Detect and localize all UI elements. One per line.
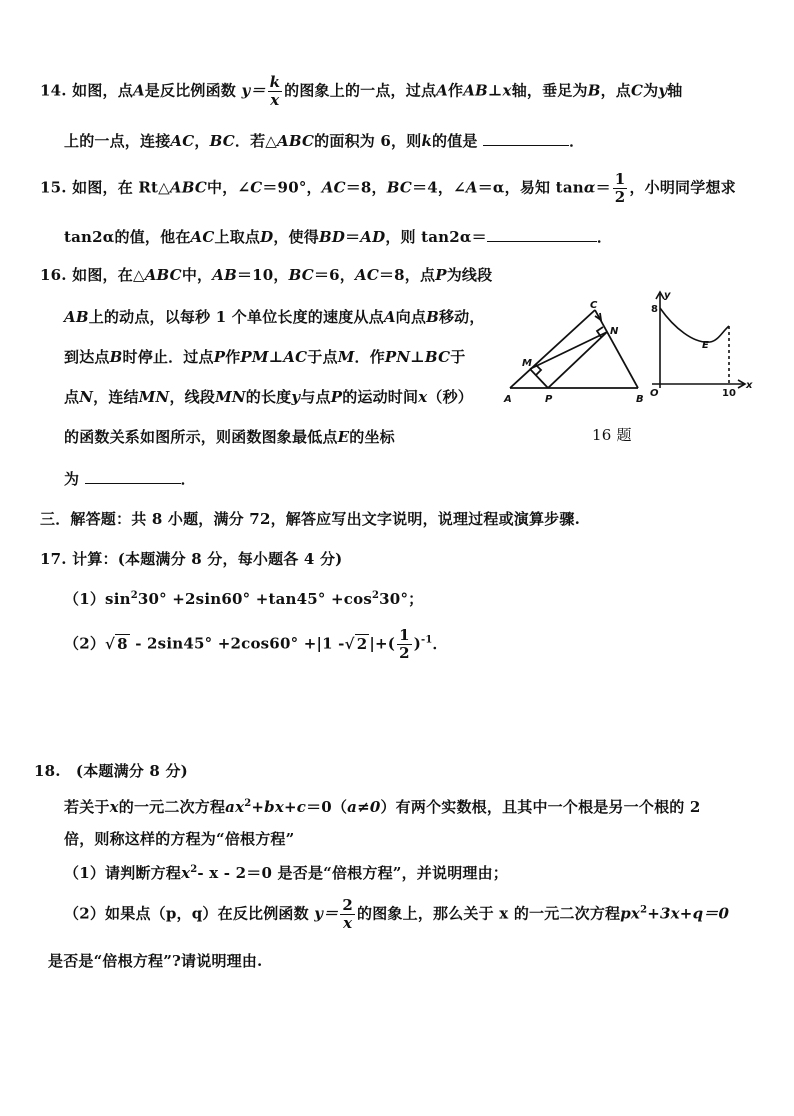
var: P [213,348,226,366]
var: AC [283,348,308,366]
var: B [587,81,601,100]
superscript: 2 [130,590,138,601]
var: ax [225,798,245,816]
var: +3x+q＝0 [647,904,730,923]
question-number: 14. [40,81,67,100]
text: ＝10， [236,266,289,284]
text: 如图，点 [72,81,133,100]
var: M [337,348,355,366]
text: 中， [181,266,213,284]
text: ． [432,634,448,653]
text: 的图象上的一点，过点 [284,81,437,100]
text: 如图，在△ [72,266,145,284]
var: P [330,388,343,406]
question-14-line-2 [64,130,584,151]
text: 的坐标 [349,428,395,446]
text: ，小明同学想求 [629,178,736,197]
axis-label-y: y [664,290,671,301]
text: ⊥ [268,348,284,366]
text: 的函数关系如图所示，则函数图象最低点 [64,428,338,446]
numerator: 1 [399,626,410,644]
var: BC [424,348,451,366]
text: 的图象上，那么关于 x 的一元二次方程 [357,904,621,923]
superscript: -1 [421,634,433,646]
var: E [337,428,350,446]
text: 30° +2sin60° +tan45° +cos [137,590,372,608]
question-14-line-1 [40,75,682,108]
text: 移动， [438,308,485,326]
text: ，使得 [273,228,319,246]
text: ，连结 [93,388,139,406]
var: y [291,388,301,406]
text: ＝8， [345,178,387,197]
var: ABC [169,178,208,197]
radicand: 2 [356,634,368,653]
text: 与点 [300,388,331,406]
text: ，则 tan2α＝ [385,228,487,246]
numerator: 2 [342,896,354,914]
text: 向点 [395,308,427,326]
text: 如图，在 Rt△ [72,178,170,197]
question-18-line-2: 倍，则称这样的方程为“倍根方程” [64,830,295,848]
var: +bx+c [251,798,307,816]
question-16-line-4 [64,386,473,407]
text: 作 [448,81,464,100]
text: 于点 [307,348,338,366]
text: ．作 [354,348,385,366]
text: 请判断方程 [105,864,182,882]
question-16-line-6 [64,468,196,489]
text: 作 [225,348,241,366]
question-18-part-2 [64,898,729,931]
text: 的长度 [245,388,292,406]
var: α [583,178,596,197]
text: 轴 [667,81,683,100]
text: 到达点 [64,348,110,366]
var: AB [64,308,89,326]
text: - 2sin45° +2cos60° +|1 - [135,634,345,653]
text: ＝4，∠ [412,178,466,197]
text: ． [596,228,613,246]
label-p: P [545,394,553,405]
fraction-one-half [613,172,628,205]
origin-label: O [650,388,659,399]
var: PM [240,348,269,366]
question-18-part-2-cont: 是否是“倍根方程”?请说明理由. [48,952,263,970]
var: y [658,81,668,100]
var: A [465,178,478,197]
fraction-one-half [397,628,412,661]
var: MN [215,388,246,406]
question-18-part-1 [64,862,508,883]
var: C [250,178,263,197]
text: ， [194,132,210,150]
var: PN [384,348,411,366]
var: AB [212,266,237,284]
text: 上取点 [214,228,261,246]
var: AC [321,178,346,197]
text: sin [105,590,131,608]
var: BD [318,228,346,246]
var: a≠0 [347,798,381,816]
text: ⊥ [410,348,425,366]
var: ABC [144,266,182,284]
var: N [79,388,94,406]
text: ． [569,132,585,150]
var: px [620,904,641,923]
text: 上的动点，以每秒 1 个单位长度的速度从点 [88,308,384,326]
sqrt-8: √ 8 [105,634,128,653]
text: |+( [369,634,396,653]
text: 上的一点，连接 [64,132,171,150]
segment-pn [548,332,607,388]
numerator: k [269,73,281,91]
part-label: （1） [64,590,106,608]
function-curve [660,308,729,342]
text: ． [180,470,196,488]
var: y＝ [314,904,339,923]
figure-16-triangle [500,296,650,408]
side-ac [510,310,595,388]
denominator: 2 [614,188,626,206]
text: ) [413,634,422,653]
text: tan2α的值，他在 [64,228,191,246]
denominator: x [343,914,353,932]
part-label: （1） [64,864,106,882]
var: k [421,132,433,150]
text: （秒） [427,388,473,406]
denominator: x [270,91,280,109]
question-16-line-5 [64,426,395,447]
question-17-heading: 17. 计算：(本题满分 8 分，每小题各 4 分) [40,550,343,568]
text: 若关于 [64,798,110,816]
var: MN [138,388,170,406]
superscript: 2 [372,590,380,601]
text: ．若△ [234,132,278,150]
label-a: A [504,394,512,405]
text: 是反比例函数 [144,81,236,100]
tick-label-8: 8 [651,304,658,315]
var: y＝ [241,81,266,100]
question-15-line-2 [64,226,612,247]
var: AC [354,266,379,284]
figure-16-graph [648,288,758,404]
text: 如果点（p，q）在反比例函数 [105,904,309,923]
label-e: E [702,340,709,351]
side-bc [595,310,638,388]
section-3-title: 三．解答题：共 8 小题，满分 72，解答应写出文字说明，说理过程或演算步骤. [40,510,581,528]
denominator: 2 [399,644,410,662]
var: BC [288,266,314,284]
text: 中，∠ [207,178,251,197]
text: 30°； [379,590,424,608]
segment-mn [530,332,607,369]
var: BC [209,132,235,150]
text: ，点 [600,81,631,100]
fraction-k-over-x [268,75,283,108]
fraction-2-over-x [340,898,355,931]
var: AD [360,228,386,246]
var: A [436,81,449,100]
question-16-line-1 [40,264,492,285]
text: ＝ [345,228,361,246]
question-number: 15. [40,178,67,197]
label-n: N [610,326,619,337]
var: x [109,798,119,816]
text: 轴，垂足为 [511,81,588,100]
axis-label-x: x [746,380,753,391]
radicand: 8 [117,634,128,653]
text: ＝90°， [262,178,322,197]
text: 的运动时间 [342,388,419,406]
answer-blank[interactable] [487,227,597,242]
superscript: 2 [244,798,252,809]
var: BC [386,178,413,197]
numerator: 1 [614,170,626,188]
question-17-part-1 [64,588,423,609]
var: AC [190,228,215,246]
question-18-line-1 [64,796,701,817]
superscript: 2 [640,904,648,916]
text: 为线段 [446,266,493,284]
var: x [181,864,191,882]
text: ＝8，点 [378,266,436,284]
text: ＝ [595,178,611,197]
text: ＝α，易知 tan [477,178,584,197]
text: ，线段 [169,388,216,406]
text: 的值是 [432,132,478,150]
answer-blank[interactable] [483,131,569,146]
text: 的面积为 6，则 [314,132,422,150]
text: 点 [64,388,80,406]
sqrt-2: √ 2 [344,634,368,653]
label-c: C [590,300,598,311]
question-16-line-3 [64,346,465,367]
question-17-part-2 [64,628,448,661]
var: AC [170,132,195,150]
text: 的一元二次方程 [118,798,226,816]
var: A [383,308,396,326]
part-label: （2） [64,904,106,923]
question-18-heading: 18. (本题满分 8 分) [34,762,188,780]
text: ＝6， [313,266,355,284]
text: - x - 2＝0 是否是“倍根方程”，并说明理由； [197,864,509,882]
var: B [109,348,123,366]
var: ABC [277,132,315,150]
label-m: M [522,358,532,369]
question-number: 16. [40,266,67,284]
tick-label-10: 10 [722,388,736,399]
var: D [260,228,274,246]
var: A [132,81,145,100]
figure-16-caption: 16 题 [592,426,632,444]
text: 时停止．过点 [122,348,214,366]
superscript: 2 [190,864,198,875]
var: P [435,266,447,284]
text: 于 [450,348,466,366]
question-16-line-2 [64,306,485,327]
part-label: （2） [64,634,106,653]
text: 为 [643,81,659,100]
question-15-line-1 [40,172,736,205]
var: AB⊥x [463,81,512,100]
text: ＝0（ [306,798,348,816]
var: C [631,81,644,100]
text: 为 [64,470,80,488]
var: x [418,388,428,406]
text: ）有两个实数根，且其中一个根是另一个根的 2 [380,798,701,816]
label-b: B [636,394,644,405]
answer-blank[interactable] [85,469,181,484]
var: B [426,308,439,326]
